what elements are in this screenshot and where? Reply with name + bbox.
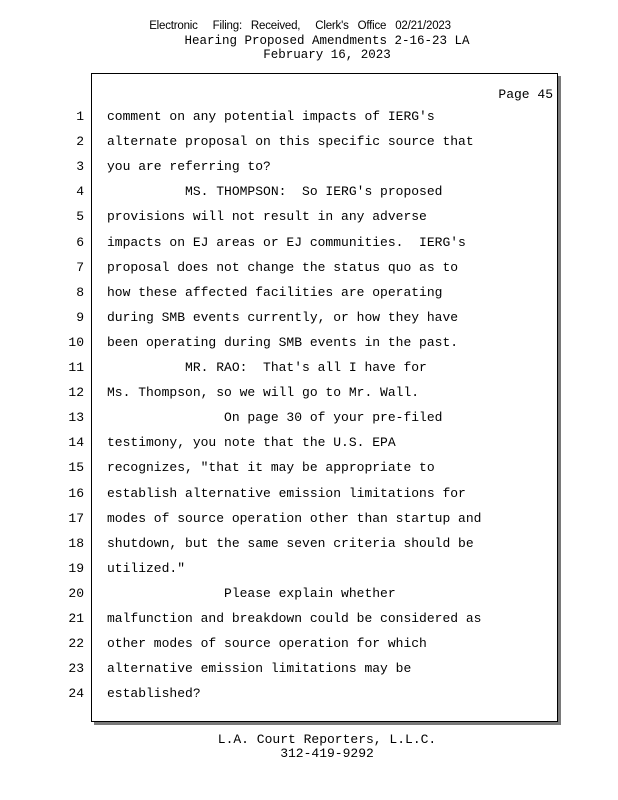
transcript-line: comment on any potential impacts of IERG's — [107, 109, 435, 124]
transcript-line: malfunction and breakdown could be considered as — [107, 611, 482, 626]
transcript-line: shutdown, but the same seven criteria should be — [107, 535, 474, 551]
transcript-line: testimony, you note that the U.S. EPA — [107, 435, 396, 451]
line-number: 3 — [76, 159, 84, 175]
line-number: 9 — [76, 309, 84, 325]
line-number: 23 — [68, 661, 84, 677]
line-number: 10 — [68, 334, 84, 350]
transcript-line: you are referring to? — [107, 159, 271, 175]
line-number: 17 — [68, 510, 84, 526]
transcript-line: alternative emission limitations may be — [107, 661, 412, 677]
line-number: 8 — [76, 284, 84, 300]
line-number: 1 — [76, 109, 84, 124]
transcript-title: Hearing Proposed Amendments 2-16-23 LA — [184, 34, 470, 48]
line-number: 24 — [68, 686, 84, 702]
transcript-line: On page 30 of your pre-filed — [107, 410, 443, 426]
transcript-line: impacts on EJ areas or EJ communities. IERG's — [107, 234, 466, 250]
transcript-line: during SMB events currently, or how they have — [107, 309, 459, 325]
transcript-line: how these affected facilities are operating — [107, 284, 443, 300]
transcript-line: been operating during SMB events in the past. — [107, 334, 459, 350]
page-number: Page 45 — [498, 87, 553, 102]
footer-company: L.A. Court Reporters, L.L.C. — [217, 732, 437, 747]
transcript-line: MS. THOMPSON: So IERG's proposed — [107, 184, 443, 200]
line-number: 5 — [76, 209, 84, 225]
transcript-line: recognizes, "that it may be appropriate to — [107, 460, 435, 476]
transcript-line: provisions will not result in any adverse — [107, 209, 427, 225]
transcript-date: February 16, 2023 — [263, 48, 391, 62]
line-number: 14 — [68, 435, 84, 451]
footer-phone: 312-419-9292 — [280, 746, 374, 761]
transcript-line: modes of source operation other than startup and — [107, 510, 482, 526]
line-number: 12 — [68, 385, 84, 401]
line-number: 20 — [68, 585, 84, 601]
line-number: 16 — [68, 485, 84, 501]
line-number: 11 — [68, 360, 84, 375]
line-number: 13 — [68, 410, 84, 426]
line-number: 7 — [76, 259, 84, 275]
transcript-line: other modes of source operation for which — [107, 636, 427, 652]
transcript-line: utilized." — [107, 560, 186, 576]
transcript-line: Ms. Thompson, so we will go to Mr. Wall. — [107, 385, 420, 401]
transcript-line: MR. RAO: That's all I have for — [107, 360, 427, 375]
line-number: 22 — [68, 636, 84, 652]
line-number: 15 — [68, 460, 84, 476]
filing-stamp: Electronic Filing: Received, Clerk's Office 02/21/2023 — [149, 20, 451, 32]
line-number: 6 — [76, 234, 84, 250]
line-number: 2 — [76, 134, 84, 150]
line-number: 21 — [68, 611, 84, 626]
transcript-line: Please explain whether — [107, 585, 396, 601]
line-number: 18 — [68, 535, 84, 551]
transcript-line: proposal does not change the status quo as to — [107, 259, 459, 275]
line-number: 4 — [76, 184, 84, 200]
line-number: 19 — [68, 560, 84, 576]
transcript-line: alternate proposal on this specific source that — [107, 134, 474, 150]
transcript-line: established? — [107, 686, 201, 702]
transcript-line: establish alternative emission limitations for — [107, 485, 466, 501]
